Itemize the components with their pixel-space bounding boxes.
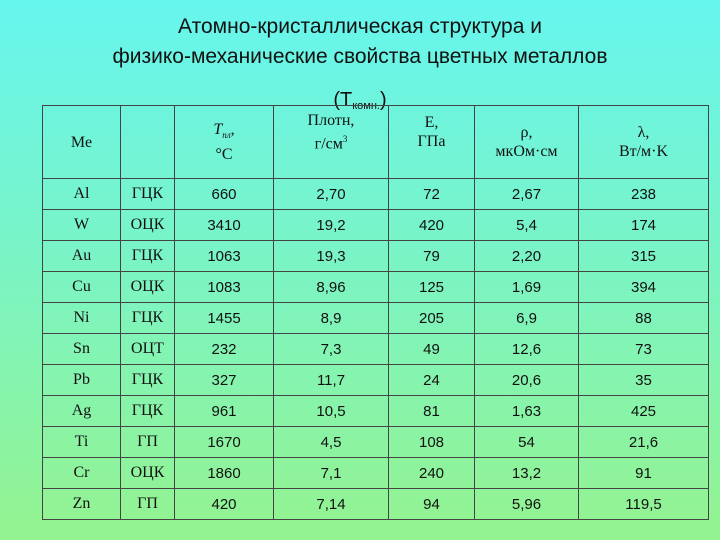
cell-density: 8,96 bbox=[274, 272, 389, 303]
conditions-close: ) bbox=[379, 89, 387, 111]
melt-symbol: T bbox=[213, 120, 223, 138]
cell-metal: Zn bbox=[43, 489, 121, 520]
header-structure bbox=[121, 106, 175, 179]
cell-structure: ОЦТ bbox=[121, 334, 175, 365]
cell-resistivity: 5,4 bbox=[475, 210, 579, 241]
cell-resistivity: 1,63 bbox=[475, 396, 579, 427]
cell-conductivity: 315 bbox=[579, 241, 709, 272]
cell-conductivity: 91 bbox=[579, 458, 709, 489]
cell-density: 7,14 bbox=[274, 489, 389, 520]
cell-resistivity: 6,9 bbox=[475, 303, 579, 334]
table-row bbox=[43, 427, 709, 458]
cell-melting-point: 1670 bbox=[175, 427, 274, 458]
cell-metal: Pb bbox=[43, 365, 121, 396]
cell-metal: Cr bbox=[43, 458, 121, 489]
cell-modulus: 420 bbox=[389, 210, 475, 241]
cell-density: 7,1 bbox=[274, 458, 389, 489]
cell-melting-point: 961 bbox=[175, 396, 274, 427]
cell-metal: Sn bbox=[43, 334, 121, 365]
cell-resistivity: 5,96 bbox=[475, 489, 579, 520]
cell-melting-point: 1083 bbox=[175, 272, 274, 303]
cell-melting-point: 3410 bbox=[175, 210, 274, 241]
cell-density: 11,7 bbox=[274, 365, 389, 396]
header-resistivity: ρ, мкОм·см bbox=[475, 106, 579, 179]
conditions-sub: комн. bbox=[352, 100, 380, 112]
cell-modulus: 81 bbox=[389, 396, 475, 427]
cell-metal: Ti bbox=[43, 427, 121, 458]
cell-resistivity: 2,67 bbox=[475, 179, 579, 210]
cell-modulus: 125 bbox=[389, 272, 475, 303]
cell-conductivity: 88 bbox=[579, 303, 709, 334]
table-row bbox=[43, 334, 709, 365]
cell-structure: ГП bbox=[121, 427, 175, 458]
cell-conductivity: 174 bbox=[579, 210, 709, 241]
conditions-main: (T bbox=[333, 89, 353, 111]
table-row bbox=[43, 396, 709, 427]
cell-conductivity: 394 bbox=[579, 272, 709, 303]
title-line-1: Атомно-кристаллическая структура и bbox=[178, 15, 542, 38]
cell-melting-point: 1860 bbox=[175, 458, 274, 489]
cell-conductivity: 238 bbox=[579, 179, 709, 210]
cell-density: 10,5 bbox=[274, 396, 389, 427]
cell-metal: Au bbox=[43, 241, 121, 272]
cell-density: 19,2 bbox=[274, 210, 389, 241]
cell-structure: ГЦК bbox=[121, 396, 175, 427]
cell-melting-point: 327 bbox=[175, 365, 274, 396]
cell-metal: Ag bbox=[43, 396, 121, 427]
cell-density: 2,70 bbox=[274, 179, 389, 210]
table-row bbox=[43, 210, 709, 241]
table-row bbox=[43, 241, 709, 272]
cell-melting-point: 1063 bbox=[175, 241, 274, 272]
title-line-2: физико-механические свойства цветных металлов bbox=[112, 45, 608, 68]
cell-modulus: 94 bbox=[389, 489, 475, 520]
cell-modulus: 205 bbox=[389, 303, 475, 334]
cell-structure: ОЦК bbox=[121, 272, 175, 303]
cell-structure: ОЦК bbox=[121, 210, 175, 241]
cell-conductivity: 119,5 bbox=[579, 489, 709, 520]
cell-structure: ГЦК bbox=[121, 241, 175, 272]
cell-conductivity: 21,6 bbox=[579, 427, 709, 458]
cell-structure: ГЦК bbox=[121, 303, 175, 334]
header-metal: Me bbox=[43, 106, 121, 179]
table-row bbox=[43, 489, 709, 520]
melt-sub: пл bbox=[222, 130, 231, 141]
table-row bbox=[43, 365, 709, 396]
header-melting-point: $T_{пл}$, °C bbox=[175, 106, 274, 179]
cell-structure: ГП bbox=[121, 489, 175, 520]
cell-density: 7,3 bbox=[274, 334, 389, 365]
header-conductivity: λ, Вт/м·K bbox=[579, 106, 709, 179]
cell-metal: Al bbox=[43, 179, 121, 210]
table-row bbox=[43, 179, 709, 210]
melt-unit: °C bbox=[215, 146, 233, 164]
cell-metal: W bbox=[43, 210, 121, 241]
cell-modulus: 108 bbox=[389, 427, 475, 458]
cell-resistivity: 13,2 bbox=[475, 458, 579, 489]
table-header-row bbox=[43, 106, 709, 179]
cell-resistivity: 20,6 bbox=[475, 365, 579, 396]
cell-modulus: 79 bbox=[389, 241, 475, 272]
cell-melting-point: 420 bbox=[175, 489, 274, 520]
metals-properties-table bbox=[42, 105, 709, 520]
table-row bbox=[43, 303, 709, 334]
table-row bbox=[43, 458, 709, 489]
cell-structure: ГЦК bbox=[121, 365, 175, 396]
cell-resistivity: 2,20 bbox=[475, 241, 579, 272]
cell-melting-point: 1455 bbox=[175, 303, 274, 334]
cell-resistivity: 54 bbox=[475, 427, 579, 458]
cell-modulus: 72 bbox=[389, 179, 475, 210]
cell-density: 8,9 bbox=[274, 303, 389, 334]
cell-density: 4,5 bbox=[274, 427, 389, 458]
cell-melting-point: 232 bbox=[175, 334, 274, 365]
cell-melting-point: 660 bbox=[175, 179, 274, 210]
header-density: Плотн, $г/см^3$ bbox=[274, 106, 389, 179]
cell-modulus: 24 bbox=[389, 365, 475, 396]
table-row bbox=[43, 272, 709, 303]
cell-conductivity: 35 bbox=[579, 365, 709, 396]
cell-conductivity: 425 bbox=[579, 396, 709, 427]
cell-resistivity: 1,69 bbox=[475, 272, 579, 303]
header-modulus: E, ГПа bbox=[389, 106, 475, 179]
cell-metal: Ni bbox=[43, 303, 121, 334]
cell-density: 19,3 bbox=[274, 241, 389, 272]
cell-modulus: 49 bbox=[389, 334, 475, 365]
cell-modulus: 240 bbox=[389, 458, 475, 489]
cell-conductivity: 73 bbox=[579, 334, 709, 365]
cell-metal: Cu bbox=[43, 272, 121, 303]
table-body bbox=[43, 179, 709, 520]
cell-resistivity: 12,6 bbox=[475, 334, 579, 365]
cell-structure: ОЦК bbox=[121, 458, 175, 489]
cell-structure: ГЦК bbox=[121, 179, 175, 210]
